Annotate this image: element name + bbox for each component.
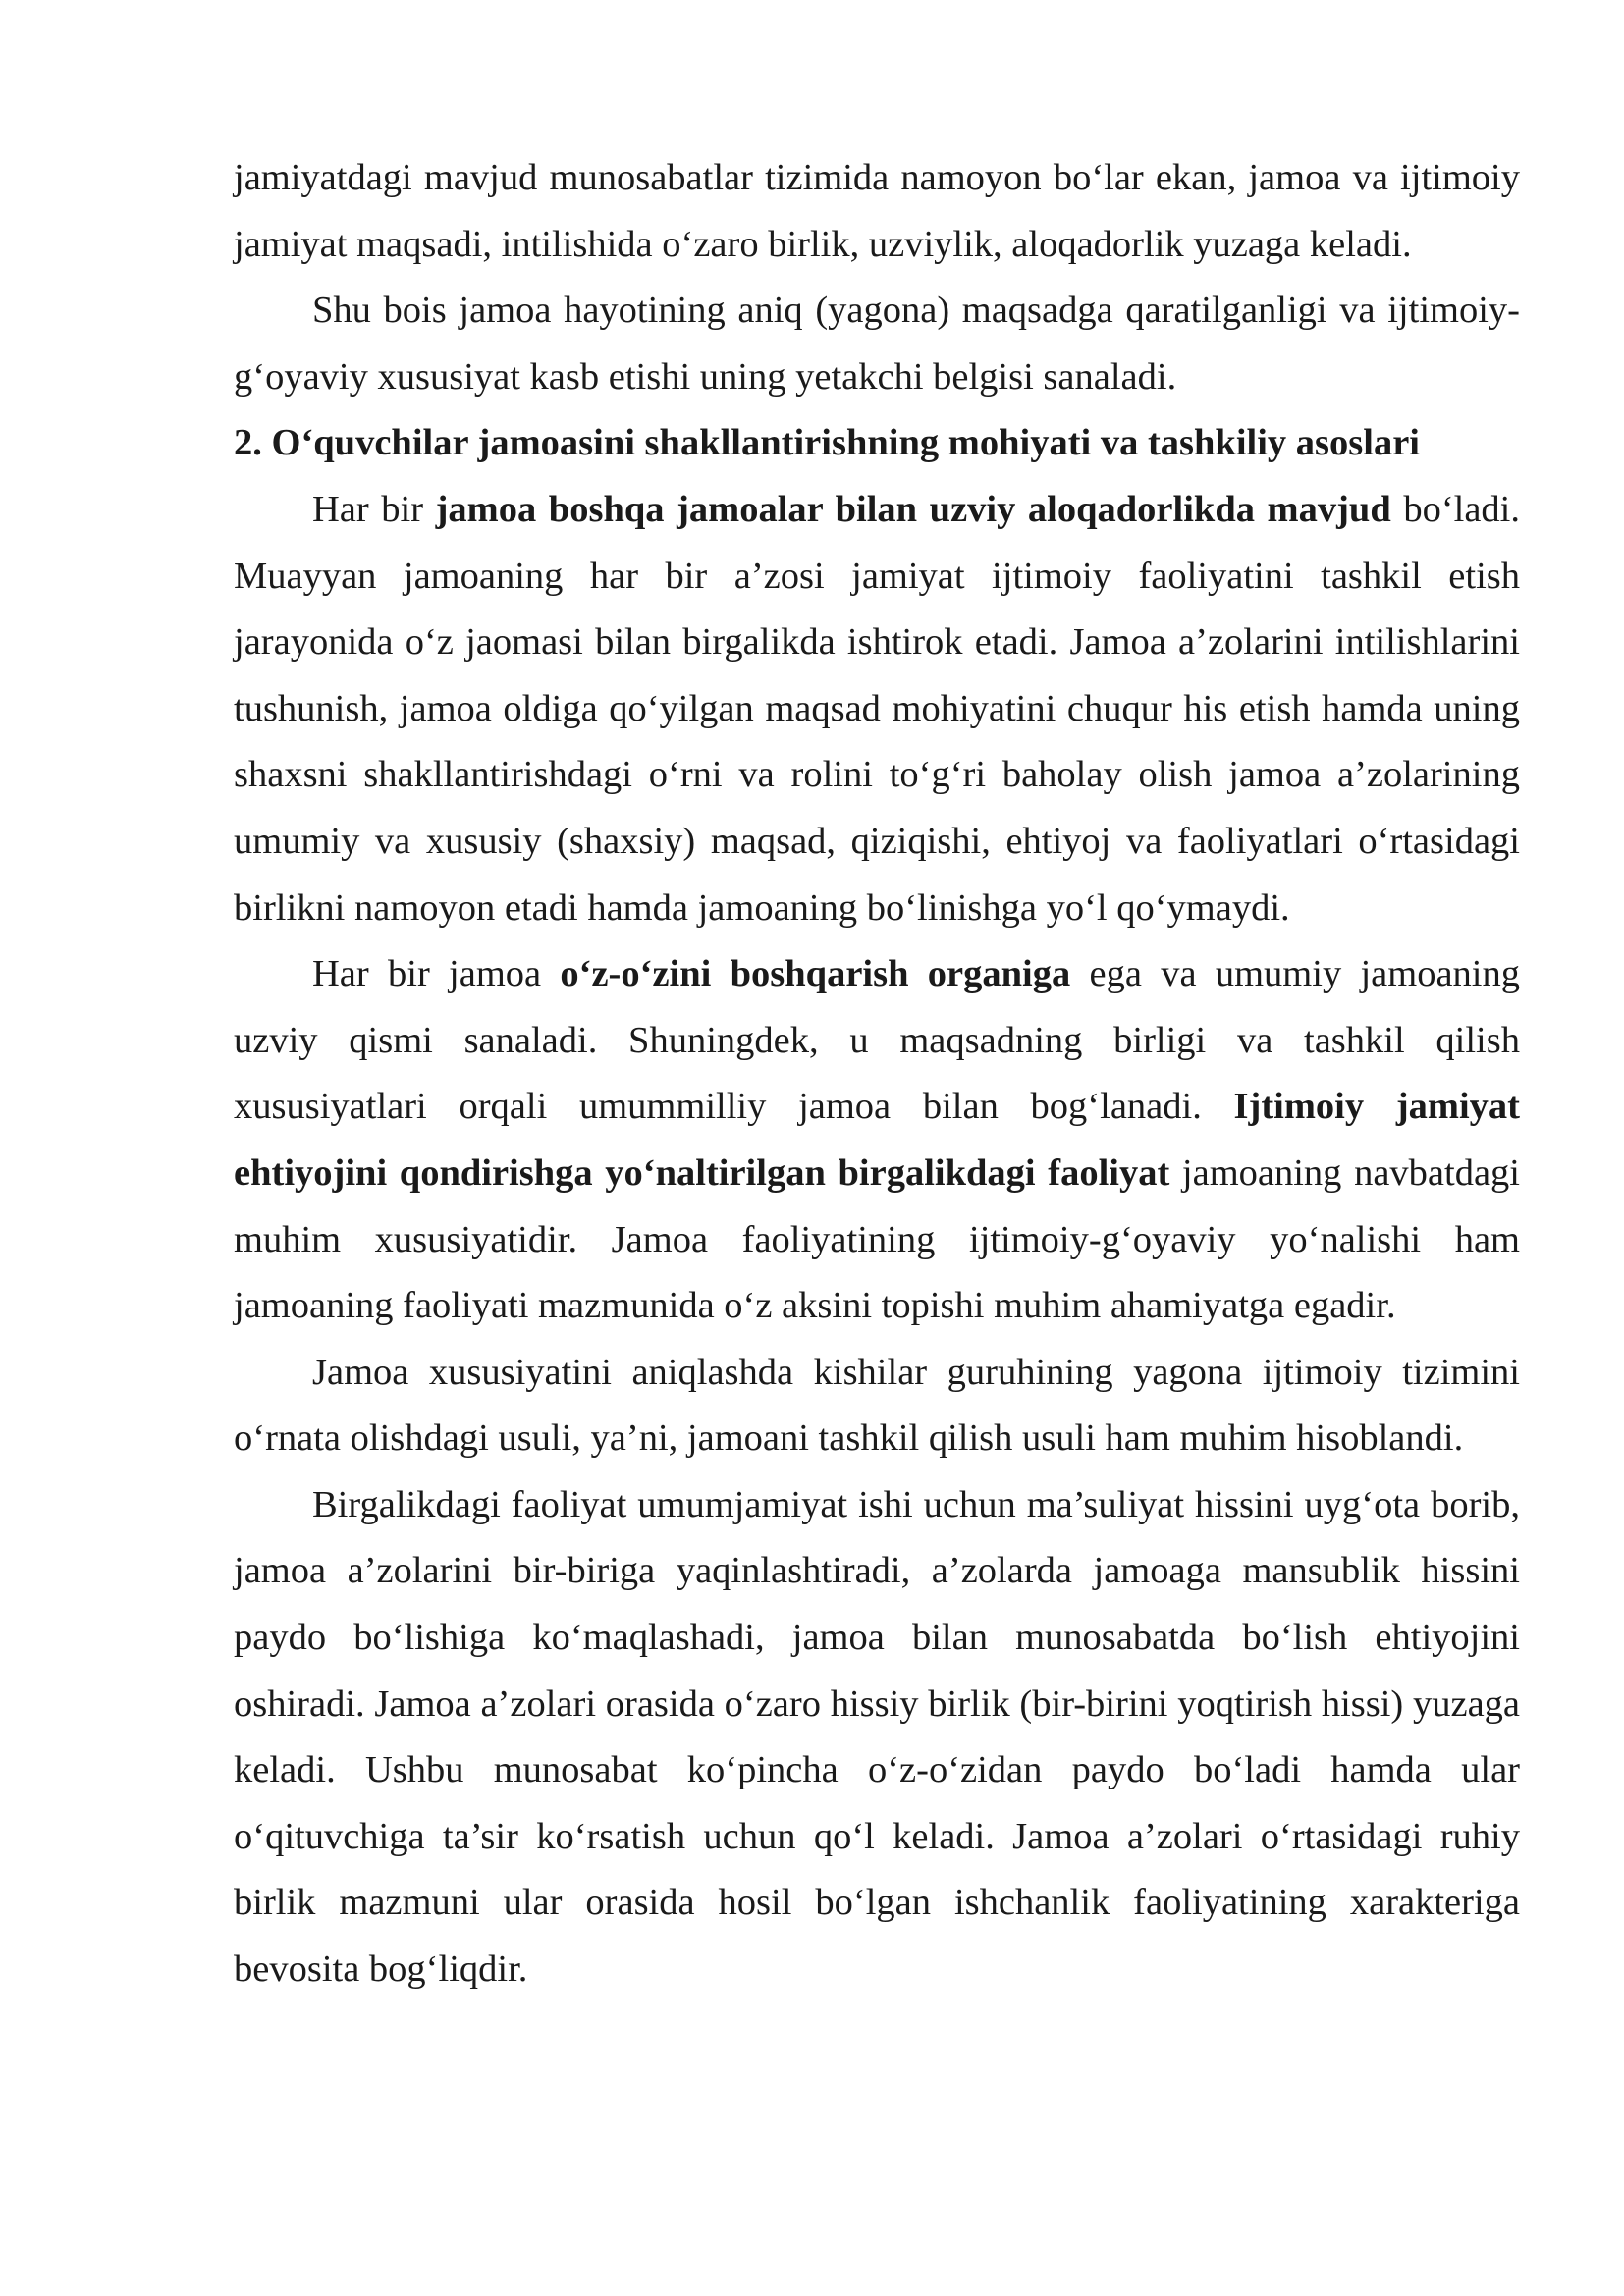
bold-text-run: Ijtimoiy jamiyat ehtiyojini qondirishga yo‘naltirilgan birgalikdagi faoliyat xyxy=(234,1086,1520,1194)
text-run: Har bir xyxy=(312,488,436,530)
bold-text-run: o‘z-o‘zini boshqarish organiga xyxy=(560,953,1071,995)
paragraph xyxy=(234,1472,1520,2003)
text-run: jamoaning navbatdagi muhim xususiyatidir. Jamoa faoliyatining ijtimoiy-g‘oyaviy yo‘nalishi ham jamoaning faoliyati mazmunida o‘z aksini topishi muhim ahamiyatga egadir. xyxy=(234,1151,1520,1327)
text-run: jamiyatdagi mavjud munosabatlar tizimida namoyon bo‘lar ekan, jamoa va ijtimoiy jamiyat maqsadi, intilishida o‘zaro birlik, uzviylik, aloqadorlik yuzaga keladi. xyxy=(234,157,1520,265)
text-run: ega va umumiy jamoaning uzviy qismi sanaladi. Shuningdek, u maqsadning birligi va tashkil qilish xususiyatlari orqali umummilliy jamoa bilan bog‘lanadi. xyxy=(234,953,1520,1128)
paragraph xyxy=(234,941,1520,1340)
section-heading: 2. O‘quvchilar jamoasini shakllantirishning mohiyati va tashkiliy asoslari xyxy=(234,422,1420,464)
text-run: Shu bois jamoa hayotining aniq (yagona) maqsadga qaratilganligi va ijtimoiy-g‘oyaviy xususiyat kasb etishi uning yetakchi belgisi sanaladi. xyxy=(234,290,1520,398)
text-run: Birgalikdagi faoliyat umumjamiyat ishi uchun ma’suliyat hissini uyg‘ota borib, jamoa a’zolarini bir-biriga yaqinlashtiradi, a’zolarda jamoaga mansublik hissini paydo bo‘lishiga ko‘maqlashadi, jamoa bilan munosabatda bo‘lish ehtiyojini oshiradi. Jamoa a’zolari orasida o‘zaro hissiy birlik (bir-birini yoqtirish hissi) yuzaga keladi. Ushbu munosabat ko‘pincha o‘z-o‘zidan paydo bo‘ladi hamda ular o‘qituvchiga ta’sir ko‘rsatish uchun qo‘l keladi. Jamoa a’zolari o‘rtasidagi ruhiy birlik mazmuni ular orasida hosil bo‘lgan ishchanlik faoliyatining xarakteriga bevosita bog‘liqdir. xyxy=(234,1483,1520,1991)
paragraph xyxy=(234,477,1520,941)
paragraph xyxy=(234,278,1520,410)
text-run: Har bir jamoa xyxy=(312,953,561,995)
text-run: bo‘ladi. Muayyan jamoaning har bir a’zosi jamiyat ijtimoiy faoliyatini tashkil etish jarayonida o‘z jaomasi bilan birgalikda ishtirok etadi. Jamoa a’zolarini intilishlarini tushunish, jamoa oldiga qo‘yilgan maqsad mohiyatini chuqur his etish hamda uning shaxsni shakllantirishdagi o‘rni va rolini to‘g‘ri baholay olish jamoa a’zolarining umumiy va xususiy (shaxsiy) maqsad, qiziqishi, ehtiyoj va faoliyatlari o‘rtasidagi birlikni namoyon etadi hamda jamoaning bo‘linishga yo‘l qo‘ymaydi. xyxy=(234,488,1521,929)
paragraph xyxy=(234,1340,1520,1472)
paragraph xyxy=(234,145,1520,278)
text-run: Jamoa xususiyatini aniqlashda kishilar guruhining yagona ijtimoiy tizimini o‘rnata olishdagi usuli, ya’ni, jamoani tashkil qilish usuli ham muhim hisoblandi. xyxy=(234,1351,1520,1460)
document-body xyxy=(234,145,1520,2003)
bold-text-run: jamoa boshqa jamoalar bilan uzviy aloqadorlikda mavjud xyxy=(435,488,1391,530)
